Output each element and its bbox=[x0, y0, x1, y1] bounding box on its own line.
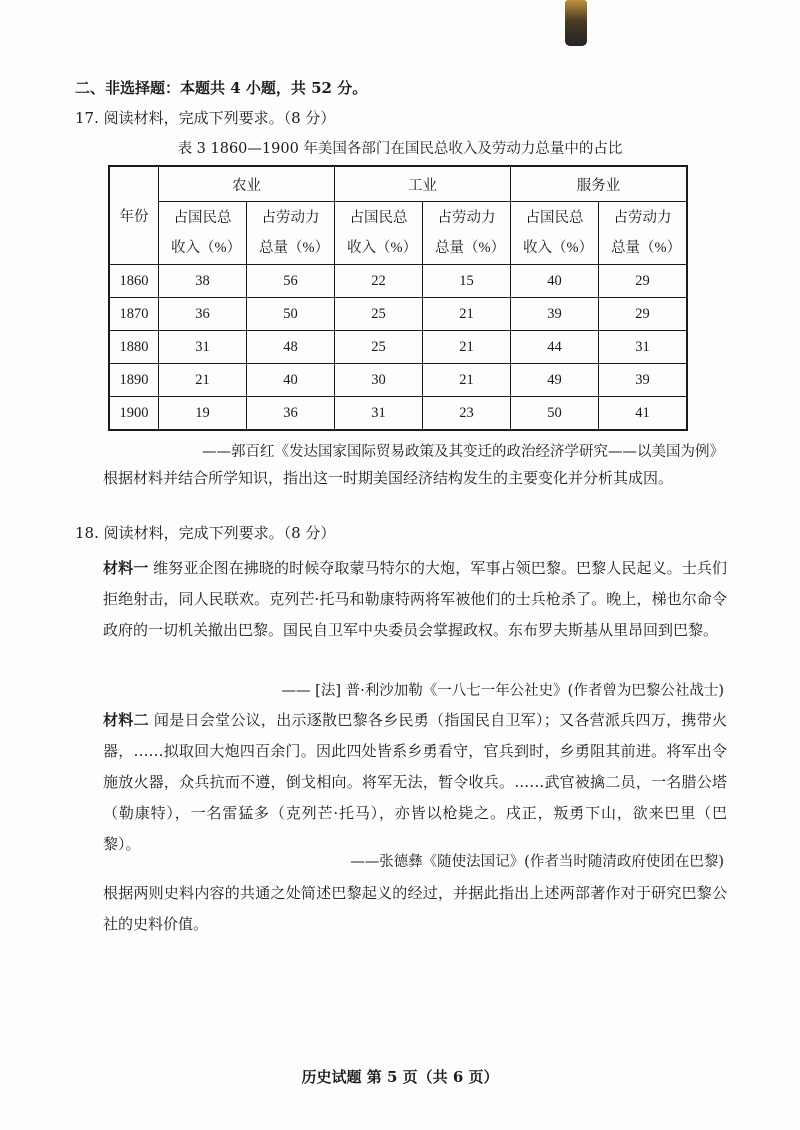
sub-header: 占国民总收入（%） bbox=[511, 202, 599, 265]
value-cell: 15 bbox=[423, 265, 511, 298]
binding-mark bbox=[565, 0, 587, 46]
sub-header: 占劳动力总量（%） bbox=[423, 202, 511, 265]
table-row bbox=[109, 298, 687, 331]
table-row bbox=[109, 265, 687, 298]
year-cell: 1900 bbox=[109, 397, 159, 431]
section-header: 二、非选择题：本题共 4 小题，共 52 分。 bbox=[75, 79, 368, 97]
value-cell: 50 bbox=[511, 397, 599, 431]
value-cell: 19 bbox=[159, 397, 247, 431]
value-cell: 48 bbox=[247, 331, 335, 364]
value-cell: 21 bbox=[159, 364, 247, 397]
year-cell: 1870 bbox=[109, 298, 159, 331]
material-two-text: 闻是日会堂公议，出示逐散巴黎各乡民勇（指国民自卫军）；又各营派兵四万，携带火器，……拟取回大炮四百余门。因此四处皆系乡勇看守，官兵到时，乡勇阻其前进。将军出令施放火器，众兵抗而不遵，倒戈相向。将军无法，暂令收兵。……武官被擒二员，一名腊公塔（勒康特），一名雷猛多（克列芒·托马），亦皆以枪毙之。戌正，叛勇下山，欲来巴里（巴黎）。 bbox=[103, 711, 727, 853]
value-cell: 39 bbox=[511, 298, 599, 331]
value-cell: 44 bbox=[511, 331, 599, 364]
table-header-row bbox=[109, 166, 687, 202]
value-cell: 40 bbox=[247, 364, 335, 397]
year-cell: 1860 bbox=[109, 265, 159, 298]
material-one-source: —— [法] 普·利沙加勒《一八七一年公社史》(作者曾为巴黎公社战士) bbox=[281, 683, 724, 699]
page-footer: 历史试题 第 5 页（共 6 页） bbox=[301, 1068, 499, 1086]
table-body bbox=[109, 265, 687, 431]
value-cell: 36 bbox=[159, 298, 247, 331]
sub-header: 占劳动力总量（%） bbox=[247, 202, 335, 265]
value-cell: 31 bbox=[599, 331, 688, 364]
value-cell: 21 bbox=[423, 364, 511, 397]
table-caption: 表 3 1860—1900 年美国各部门在国民总收入及劳动力总量中的占比 bbox=[177, 141, 623, 157]
material-two bbox=[103, 705, 727, 860]
value-cell: 21 bbox=[423, 331, 511, 364]
value-cell: 36 bbox=[247, 397, 335, 431]
q18-prompt: 18. 阅读材料，完成下列要求。（8 分） bbox=[75, 524, 336, 542]
economic-structure-table bbox=[108, 165, 688, 431]
year-cell: 1890 bbox=[109, 364, 159, 397]
value-cell: 25 bbox=[335, 298, 423, 331]
value-cell: 56 bbox=[247, 265, 335, 298]
table-row bbox=[109, 331, 687, 364]
q17-question: 根据材料并结合所学知识，指出这一时期美国经济结构发生的主要变化并分析其成因。 bbox=[103, 469, 674, 487]
material-one-label: 材料一 bbox=[103, 559, 149, 577]
sub-header: 占国民总收入（%） bbox=[335, 202, 423, 265]
value-cell: 38 bbox=[159, 265, 247, 298]
value-cell: 22 bbox=[335, 265, 423, 298]
material-one bbox=[103, 553, 727, 646]
value-cell: 30 bbox=[335, 364, 423, 397]
sector-header: 服务业 bbox=[511, 166, 688, 202]
sub-header: 占劳动力总量（%） bbox=[599, 202, 688, 265]
material-two-source: ——张德彝《随使法国记》(作者当时随清政府使团在巴黎) bbox=[350, 854, 724, 870]
value-cell: 21 bbox=[423, 298, 511, 331]
material-one-text: 维努亚企图在拂晓的时候夺取蒙马特尔的大炮，军事占领巴黎。巴黎人民起义。士兵们拒绝射击，同人民联欢。克列芒·托马和勒康特两将军被他们的士兵枪杀了。晚上，梯也尔命令政府的一切机关撤出巴黎。国民自卫军中央委员会掌握政权。东布罗夫斯基从里昂回到巴黎。 bbox=[103, 559, 727, 639]
value-cell: 41 bbox=[599, 397, 688, 431]
value-cell: 49 bbox=[511, 364, 599, 397]
value-cell: 31 bbox=[159, 331, 247, 364]
value-cell: 31 bbox=[335, 397, 423, 431]
value-cell: 29 bbox=[599, 265, 688, 298]
q17-prompt: 17. 阅读材料，完成下列要求。（8 分） bbox=[75, 109, 336, 127]
year-header: 年份 bbox=[109, 166, 159, 265]
value-cell: 39 bbox=[599, 364, 688, 397]
value-cell: 23 bbox=[423, 397, 511, 431]
material-two-label: 材料二 bbox=[103, 711, 149, 729]
sub-header: 占国民总收入（%） bbox=[159, 202, 247, 265]
table-subheader-row bbox=[109, 202, 687, 265]
value-cell: 50 bbox=[247, 298, 335, 331]
sector-header: 工业 bbox=[335, 166, 511, 202]
value-cell: 29 bbox=[599, 298, 688, 331]
q18-question: 根据两则史料内容的共通之处简述巴黎起义的经过，并据此指出上述两部著作对于研究巴黎公社的史料价值。 bbox=[103, 884, 727, 933]
value-cell: 25 bbox=[335, 331, 423, 364]
year-cell: 1880 bbox=[109, 331, 159, 364]
table-row bbox=[109, 364, 687, 397]
value-cell: 40 bbox=[511, 265, 599, 298]
sector-header: 农业 bbox=[159, 166, 335, 202]
table-row bbox=[109, 397, 687, 431]
q17-source: ——郭百红《发达国家国际贸易政策及其变迁的政治经济学研究——以美国为例》 bbox=[202, 444, 724, 460]
